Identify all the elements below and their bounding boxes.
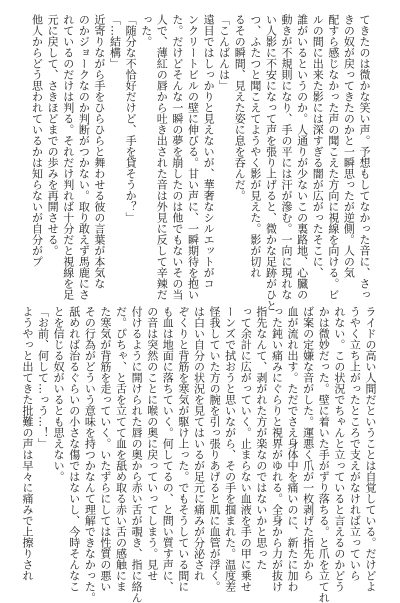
text-line: のかジョークなのか判断がつかない。取り敢えず馬鹿にさ [77,14,91,300]
text-line: るその瞬間、見えた姿に息を呑んだ。 [233,14,247,201]
text-line: 人で、薄紅の唇から吐き出された音は外見に反して辛辣だ [155,14,169,300]
text-line: た寒気が背筋を走っていく。いたずらにしては性質の悪い [98,306,112,592]
text-line: ンクリートビルの壁に伸びる。甘い声に、一瞬期待を抱い [186,14,200,300]
text-line: 他人からどう思われているかは知らないが自分がプ [30,14,44,267]
text-line: った。 [139,14,153,47]
text-line: その行為がどういう意味を持つかなんて理解できなかった。 [83,306,97,603]
text-line: 配すら感じなかった声の聞こえた方向に視線を向ける。ビ [326,14,340,300]
text-line: 遠目ではしっかりと見えないが、華奢なシルエットがコ [202,14,216,289]
text-line: かは微妙だった。壁に着いた手がずり落ちる。と爪を立てれ [317,306,331,603]
text-line: ようやっと出てきた批難の声は早々に痛みで上擦りされ [20,306,34,581]
text-line: ーンズで拭おうと思いながら、その手を掴まれた。温度差 [223,306,237,592]
text-line: 誰がいるというのか。人通りが少ないこの裏路地、心臓の [295,14,309,300]
upper-text-block [30,14,372,311]
text-line: ルの間に出来た影には深すぎる闇が広がったそこに、 [311,14,325,278]
dialogue-line: 「こんばんは」 [217,14,231,91]
text-line: の音は突然のことに喉の奥に戻っていってしまう。見せ [145,306,159,581]
text-line: 血が流れ出す。ただでさえ身体中を痛いのに、新たに加わ [286,306,300,592]
dialogue-line: 「随分な不恰好だけど、手を貸そうか？」 [124,14,138,223]
text-line: とを信じる奴がいるとも思えない。 [52,306,66,482]
text-line: つ、ふたつと聞こえてようやく影が見えた。影が切れ [248,14,262,278]
dialogue-line: 「お前、何して…っう…！」 [36,306,50,449]
text-line: も血は地面に落ちていく。何してるの、と問い質す声に、 [161,306,175,592]
text-line: ば案の定嫌な音がした。運悪く爪が一枚剥げた指先から [301,306,315,581]
text-line: た。だけどそんな一瞬の夢を崩したのは他でもないその当 [170,14,184,300]
text-line: 怪我していた方の腕を引っ張りあげると肌に血管が浮く。 [208,306,222,592]
text-line: だ。ぴちゃ、と舌を立てて血を舐め取る赤い舌の感触にま [114,306,128,592]
text-line: い人影に不安になって声を張り上げると、微かな足跡がひと [264,14,278,311]
text-line: ライドの高い人間だということは自覚している。だけどよ [364,306,377,592]
text-line: 元に戻して、さきほどまでの歩みを再開させる。 [46,14,60,256]
text-line: れているのだけは判る。それだけ判れば十分だと視線を足 [61,14,75,300]
text-line: うやく立ち上がったところで支えがなければ立っていら [348,306,362,581]
dialogue-line: 「…結構」 [108,14,122,69]
text-line: 近寄りながら手をひらひらと舞わせる彼の言葉が本気な [92,14,106,289]
text-line: 動きが不規則になり、手の平には汗が滲む。一向に現れな [280,14,294,300]
text-line: って余計に広がっていく。止まらない血液を手の甲に乗せ [239,306,253,592]
text-line: ぞくりと背筋を寒気が駆け上った。でもそうしている間に [176,306,190,592]
text-line: った鈍い痛みにぐらりと視界がゆれる。全身から力が抜け [270,306,284,592]
text-line: は白い自分の状況を見てはいるが足元に痛みが分泌され [192,306,206,581]
text-line: 舐めれば治るぐらいの小さな傷ではないし、今時そんなこ [67,306,81,592]
lower-text-block [20,306,378,603]
text-line: てきたのは微かな笑い声。予想もしてなかった音に、さっ [358,14,371,300]
text-line: 付けるように開けられた唇の奥から赤い舌が覗き、指に絡ん [130,306,144,603]
text-line: きの奴が戻ってきたのかと一瞬思ったが逆側。人の気 [342,14,356,278]
text-line: れない。この状況でちゃんと立っていると言えるのかどう [332,306,346,592]
text-line: 指先なんて、剥がれた方が楽なのではないかと思った [254,306,268,570]
